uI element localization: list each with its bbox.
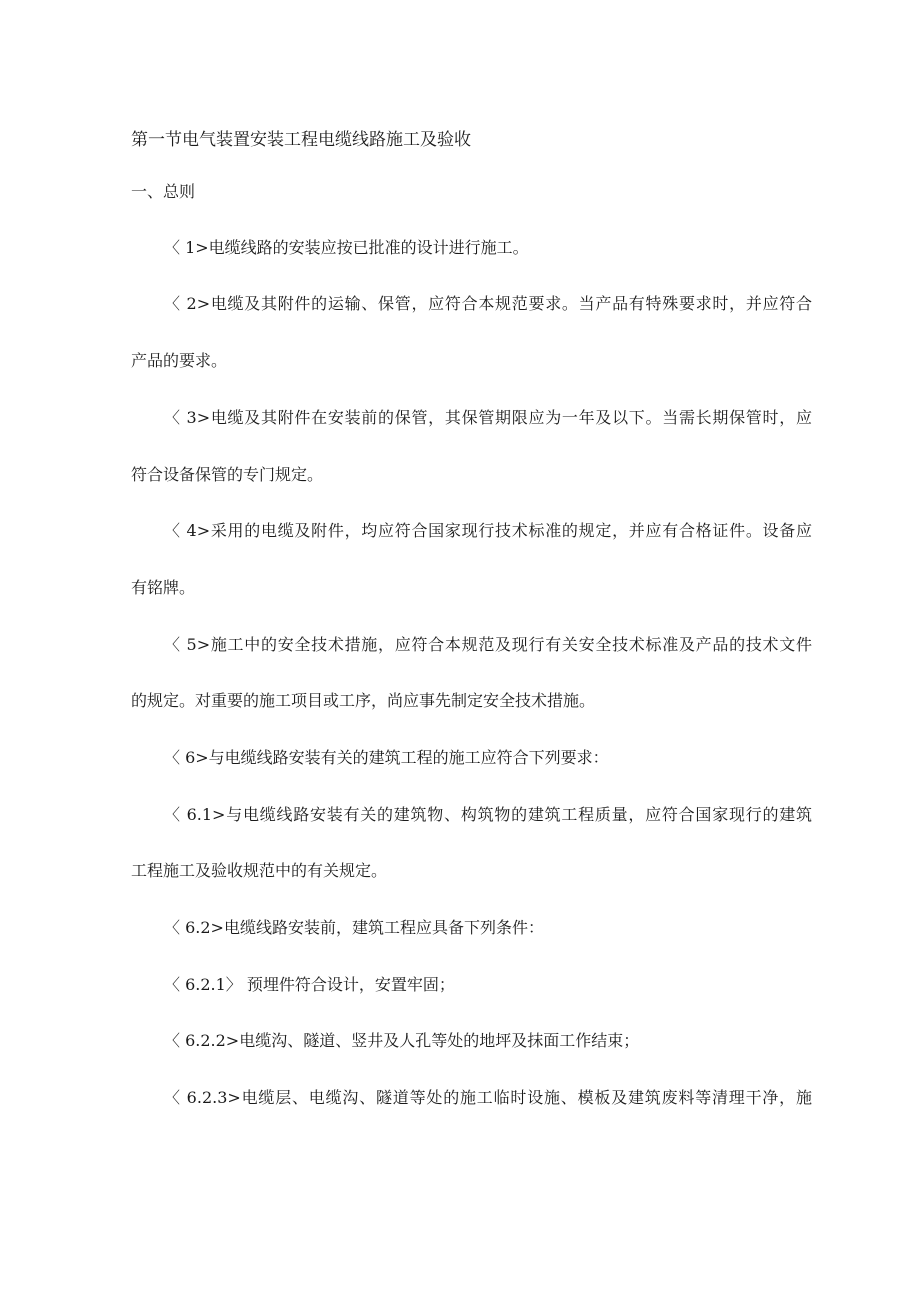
clause-6-2-1: 〈 6.2.1〉 预埋件符合设计，安置牢固； [164, 975, 455, 994]
clause-6-1-line-1: 〈 6.1>与电缆线路安装有关的建筑物、构筑物的建筑工程质量，应符合国家现行的建筑 [164, 805, 812, 824]
clause-6: 〈 6>与电缆线路安装有关的建筑工程的施工应符合下列要求： [164, 748, 609, 767]
clause-2-line-2: 产品的要求。 [131, 351, 228, 370]
clause-5-line-1: 〈 5>施工中的安全技术措施，应符合本规范及现行有关安全技术标准及产品的技术文件 [164, 635, 812, 654]
clause-2-line-1: 〈 2>电缆及其附件的运输、保管，应符合本规范要求。当产品有特殊要求时，并应符合 [164, 294, 812, 313]
section-title: 第一节电气装置安装工程电缆线路施工及验收 [131, 130, 471, 150]
clause-4-line-2: 有铭牌。 [131, 578, 196, 597]
clause-6-2: 〈 6.2>电缆线路安装前，建筑工程应具备下列条件： [164, 918, 544, 937]
clause-5-line-2: 的规定。对重要的施工项目或工序，尚应事先制定安全技术措施。 [131, 691, 596, 710]
clause-4-line-1: 〈 4>采用的电缆及附件，均应符合国家现行技术标准的规定，并应有合格证件。设备应 [164, 521, 812, 540]
general-heading: 一、总则 [131, 182, 196, 201]
clause-6-1-line-2: 工程施工及验收规范中的有关规定。 [131, 861, 388, 880]
clause-3-line-2: 符合设备保管的专门规定。 [131, 465, 324, 484]
clause-6-2-2: 〈 6.2.2>电缆沟、隧道、竖井及人孔等处的地坪及抹面工作结束； [164, 1031, 640, 1050]
clause-6-2-3: 〈 6.2.3>电缆层、电缆沟、隧道等处的施工临时设施、模板及建筑废料等清理干净，施 [164, 1088, 812, 1107]
clause-1: 〈 1>电缆线路的安装应按已批准的设计进行施工。 [164, 238, 529, 257]
clause-3-line-1: 〈 3>电缆及其附件在安装前的保管，其保管期限应为一年及以下。当需长期保管时，应 [164, 408, 812, 427]
